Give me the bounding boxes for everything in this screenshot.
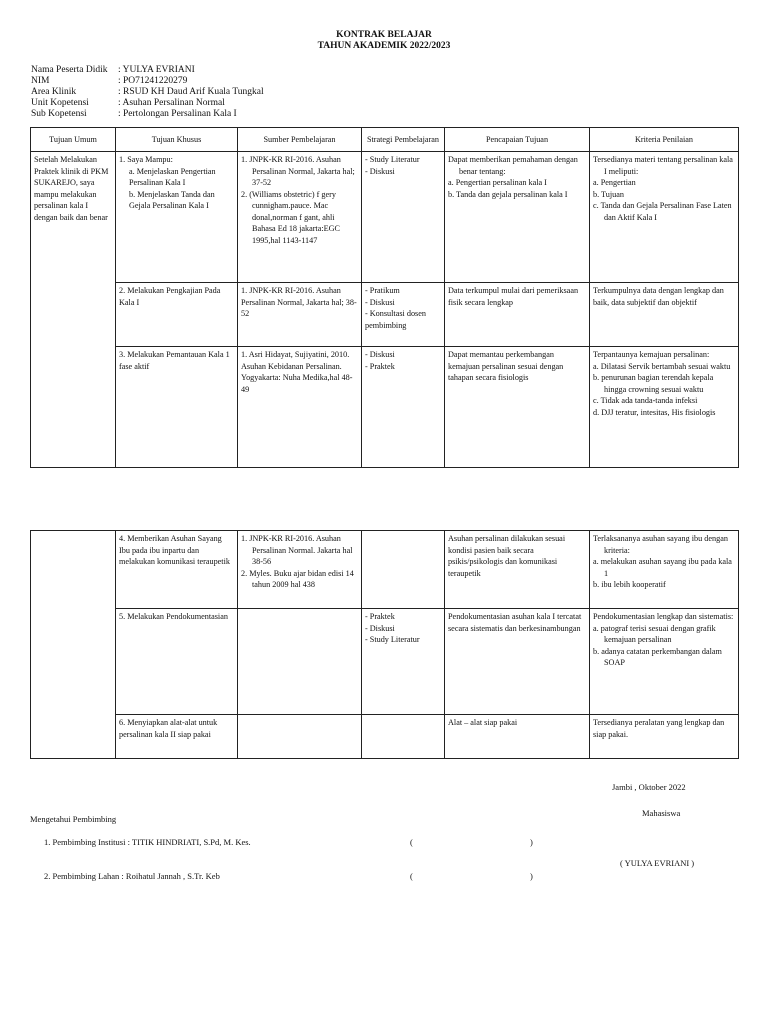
info-label: Area Klinik — [31, 87, 77, 97]
strategi-cell — [362, 283, 445, 347]
header-pencapaian: Pencapaian Tujuan — [445, 128, 590, 152]
kriteria-cell — [590, 609, 739, 715]
khusus-cell: 6. Menyiapkan alat-alat untuk persalinan kala II siap pakai — [116, 715, 238, 759]
sumber-cell — [238, 715, 362, 759]
table-row — [31, 283, 739, 347]
table-header-row — [31, 128, 739, 152]
strategi-item: - Diskusi — [365, 623, 395, 633]
pencapaian-cell: Dapat memantau perkembangan kemajuan persalinan sesuai dengan tahapan secara fisiologis — [445, 347, 590, 468]
sumber-item: 2. Myles. Buku ajar bidan edisi 14 tahun 2009 hal 438 — [241, 568, 354, 589]
kriteria-item: c. Tidak ada tanda-tanda infeksi — [593, 396, 698, 405]
learning-contract-table-continued — [30, 530, 739, 759]
sumber-cell — [238, 152, 362, 283]
strategi-cell — [362, 347, 445, 468]
info-row-area — [31, 87, 264, 98]
kriteria-item: Terpantaunya kemajuan persalinan: — [593, 350, 710, 359]
info-label: Nama Peserta Didik — [31, 65, 108, 75]
pencapaian-cell: Data terkumpul mulai dari pemeriksaan fisik secara lengkap — [445, 283, 590, 347]
pencapaian-item: b. Tanda dan gejala persalinan kala I — [448, 189, 568, 199]
student-signature-name: ( YULYA EVRIANI ) — [620, 858, 695, 868]
strategi-item: - Study Literatur — [365, 635, 420, 644]
info-row-name — [31, 65, 264, 76]
info-value: : Asuhan Persalinan Normal — [118, 98, 225, 108]
info-label: NIM — [31, 76, 50, 86]
mengetahui-label: Mengetahui Pembimbing — [30, 814, 117, 824]
kriteria-item: a. patograf terisi sesuai dengan grafik kemajuan persalinan — [593, 623, 716, 644]
tujuan-umum-cell-empty — [31, 531, 116, 759]
strategi-item: - Study Literatur — [365, 155, 420, 164]
title-line-1: KONTRAK BELAJAR — [336, 30, 432, 40]
info-row-nim — [31, 76, 264, 87]
kriteria-cell — [590, 347, 739, 468]
paren-close: ) — [530, 871, 533, 881]
khusus-item: a. Menjelaskan Pengertian Persalinan Kala I — [129, 166, 216, 187]
paren-open: ( — [410, 837, 413, 847]
kriteria-item: a. Pengertian — [593, 178, 636, 187]
pembimbing-lahan: 2. Pembimbing Lahan : Roihatul Jannah , S.Tr. Keb — [44, 871, 220, 881]
header-tujuan-khusus: Tujuan Khusus — [116, 128, 238, 152]
strategi-cell — [362, 609, 445, 715]
sumber-cell — [238, 609, 362, 715]
info-row-unit — [31, 98, 264, 109]
info-value: : PO71241220279 — [118, 76, 188, 86]
header-tujuan-umum: Tujuan Umum — [31, 128, 116, 152]
paren-close: ) — [530, 837, 533, 847]
strategi-item: - Diskusi — [365, 166, 395, 176]
table-row — [31, 531, 739, 609]
info-value: : YULYA EVRIANI — [118, 65, 195, 75]
strategi-item: - Diskusi — [365, 350, 395, 359]
khusus-cell: 5. Melakukan Pendokumentasian — [116, 609, 238, 715]
sumber-cell: 1. JNPK-KR RI-2016. Asuhan Persalinan Normal, Jakarta hal; 38-52 — [238, 283, 362, 347]
pembimbing-institusi: 1. Pembimbing Institusi : TITIK HINDRIATI, S.Pd, M. Kes. — [44, 837, 251, 847]
pencapaian-item: Dapat memberikan pemahaman dengan benar tentang: — [448, 155, 578, 176]
kriteria-cell: Tersedianya peralatan yang lengkap dan siap pakai. — [590, 715, 739, 759]
info-value: : RSUD KH Daud Arif Kuala Tungkal — [118, 87, 264, 97]
kriteria-item: b. ibu lebih kooperatif — [593, 580, 666, 589]
mahasiswa-label: Mahasiswa — [642, 808, 681, 818]
strategi-cell — [362, 531, 445, 609]
pencapaian-cell — [445, 152, 590, 283]
strategi-item: - Praktek — [365, 612, 395, 621]
kriteria-item: a. Dilatasi Servik bertambah sesuai waktu — [593, 361, 731, 371]
khusus-cell: 4. Memberikan Asuhan Sayang Ibu pada ibu inpartu dan melakukan komunikasi teraupetik — [116, 531, 238, 609]
kriteria-item: Terlaksananya asuhan sayang ibu dengan kriteria: — [593, 534, 728, 555]
sumber-cell — [238, 531, 362, 609]
kriteria-item: b. Tujuan — [593, 189, 624, 199]
kriteria-item: Tersedianya materi tentang persalinan kala I meliputi: — [593, 155, 733, 176]
header-sumber: Sumber Pembelajaran — [238, 128, 362, 152]
kriteria-item: b. adanya catatan perkembangan dalam SOAP — [593, 646, 722, 667]
document-title — [0, 30, 768, 52]
learning-contract-table — [30, 127, 739, 468]
pencapaian-item: a. Pengertian persalinan kala I — [448, 178, 547, 187]
header-kriteria: Kriteria Penilaian — [590, 128, 739, 152]
table-row — [31, 609, 739, 715]
kriteria-item: b. penurunan bagian terendah kepala hingga crowning sesuai waktu — [593, 373, 714, 394]
khusus-item: 1. Saya Mampu: — [119, 155, 173, 164]
kriteria-cell: Terkumpulnya data dengan lengkap dan baik, data subjektif dan objektif — [590, 283, 739, 347]
khusus-cell: 3. Melakukan Pemantauan Kala 1 fase aktif — [116, 347, 238, 468]
kriteria-item: d. DJJ teratur, intesitas, His fisiologis — [593, 407, 716, 417]
header-strategi: Strategi Pembelajaran — [362, 128, 445, 152]
strategi-item: - Diskusi — [365, 297, 395, 307]
student-info — [31, 65, 264, 120]
strategi-cell — [362, 152, 445, 283]
tujuan-umum-cell: Setelah Melakukan Praktek klinik di PKM SUKAREJO, saya mampu melakukan persalinan kala I dengan baik dan benar — [31, 152, 116, 468]
info-row-sub — [31, 109, 264, 120]
sumber-item: 1. JNPK-KR RI-2016. Asuhan Persalinan Normal, Jakarta hal; 37-52 — [241, 155, 355, 187]
sumber-item: 1. JNPK-KR RI-2016. Asuhan Persalinan Normal. Jakarta hal 38-56 — [241, 534, 353, 566]
table-row — [31, 715, 739, 759]
info-label: Sub Kopetensi — [31, 109, 87, 119]
info-value: : Pertolongan Persalinan Kala I — [118, 109, 237, 119]
kriteria-item: Pendokumentasian lengkap dan sistematis: — [593, 612, 734, 621]
khusus-cell: 2. Melakukan Pengkajian Pada Kala I — [116, 283, 238, 347]
kriteria-cell — [590, 152, 739, 283]
strategi-item: - Pratikum — [365, 286, 400, 295]
date-line: Jambi , Oktober 2022 — [612, 782, 686, 792]
pencapaian-cell: Pendokumentasian asuhan kala I tercatat secara sistematis dan berkesinambungan — [445, 609, 590, 715]
kriteria-item: a. melakukan asuhan sayang ibu pada kala 1 — [593, 557, 732, 578]
strategi-item: - Konsultasi dosen pembimbing — [365, 309, 426, 330]
khusus-item: b. Menjelaskan Tanda dan Gejala Persalinan Kala I — [129, 189, 215, 210]
strategi-item: - Praktek — [365, 361, 395, 371]
pencapaian-cell: Asuhan persalinan dilakukan sesuai kondisi pasien baik secara psikis/psikologis dan komunikasi teraupetik — [445, 531, 590, 609]
info-label: Unit Kopetensi — [31, 98, 89, 108]
kriteria-item: c. Tanda dan Gejala Persalinan Fase Laten dan Aktif Kala I — [593, 201, 732, 222]
sumber-cell: 1. Asri Hidayat, Sujiyatini, 2010. Asuhan Kebidanan Persalinan. Yogyakarta: Nuha Medika,hal 48-49 — [238, 347, 362, 468]
pencapaian-cell: Alat – alat siap pakai — [445, 715, 590, 759]
table-row — [31, 152, 739, 283]
kriteria-cell — [590, 531, 739, 609]
khusus-cell — [116, 152, 238, 283]
title-line-2: TAHUN AKADEMIK 2022/2023 — [317, 41, 451, 51]
table-row — [31, 347, 739, 468]
paren-open: ( — [410, 871, 413, 881]
strategi-cell — [362, 715, 445, 759]
sumber-item: 2. (Williams obstetric) f gery cunnigham.pauce. Mac donal,norman f gant, ahli Bahasa Ed 18 jakarta:EGC 1995,hal 1143-1147 — [241, 189, 340, 245]
